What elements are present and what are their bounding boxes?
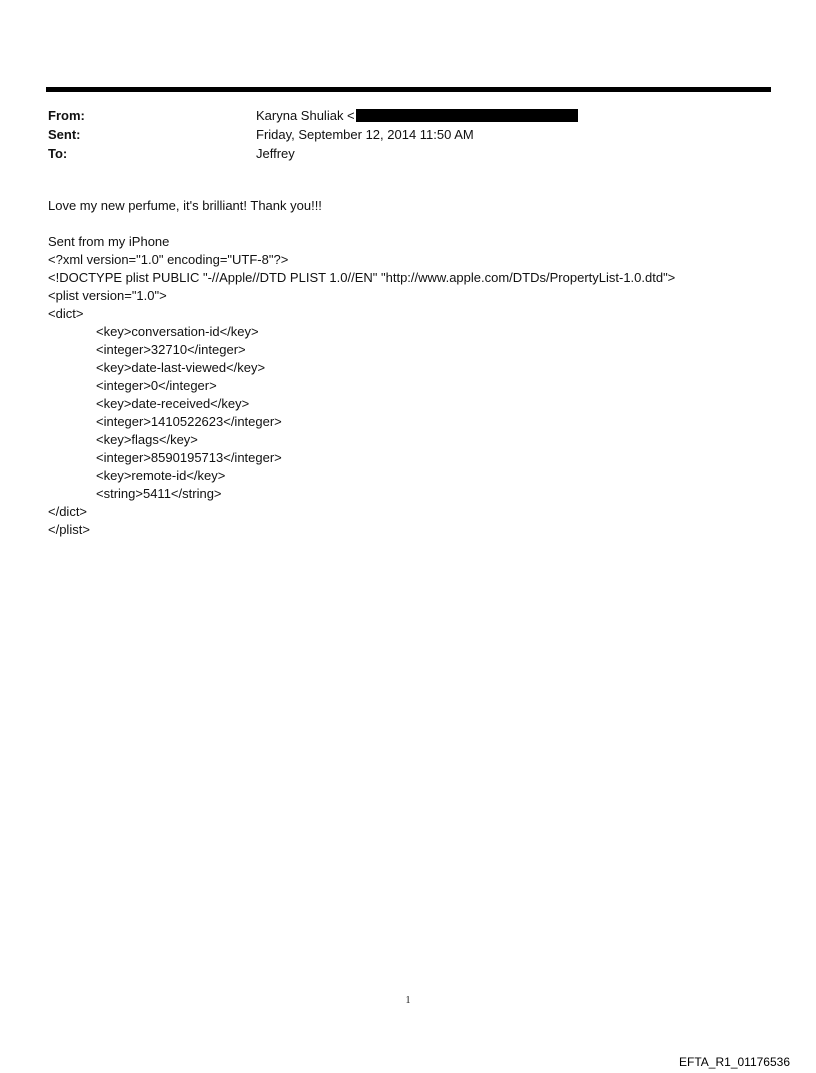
to-row xyxy=(48,144,748,163)
from-value xyxy=(256,106,578,125)
plist-open: <plist version="1.0"> xyxy=(48,288,167,303)
from-label: From: xyxy=(48,108,85,123)
doctype-line: <!DOCTYPE plist PUBLIC "-//Apple//DTD PLIST 1.0//EN" "http://www.apple.com/DTDs/PropertyList-1.0.dtd"> xyxy=(48,270,676,285)
document-id: EFTA_R1_01176536 xyxy=(679,1055,790,1069)
xml-line: <key>date-received</key> xyxy=(96,396,250,411)
sent-label: Sent: xyxy=(48,127,81,142)
message-text: Love my new perfume, it's brilliant! Thank you!!! xyxy=(48,198,322,213)
header-divider xyxy=(46,87,771,92)
email-header xyxy=(48,106,748,163)
spacer xyxy=(48,215,788,233)
dict-close: </dict> xyxy=(48,504,88,519)
sender-name: Karyna Shuliak < xyxy=(256,108,355,123)
sent-row xyxy=(48,125,748,144)
xml-line: <string>5411</string> xyxy=(96,486,222,501)
plist-close: </plist> xyxy=(48,522,90,537)
to-label: To: xyxy=(48,146,68,161)
from-row xyxy=(48,106,748,125)
xml-declaration: <?xml version="1.0" encoding="UTF-8"?> xyxy=(48,252,289,267)
redaction-bar xyxy=(356,109,578,122)
sent-value: Friday, September 12, 2014 11:50 AM xyxy=(256,127,474,142)
xml-line: <integer>32710</integer> xyxy=(96,342,246,357)
dict-open: <dict> xyxy=(48,306,84,321)
xml-line: <integer>8590195713</integer> xyxy=(96,450,282,465)
to-value: Jeffrey xyxy=(256,146,295,161)
xml-line: <key>date-last-viewed</key> xyxy=(96,360,266,375)
xml-line: <key>conversation-id</key> xyxy=(96,324,259,339)
xml-line: <key>remote-id</key> xyxy=(96,468,226,483)
xml-line: <integer>0</integer> xyxy=(96,378,217,393)
email-body xyxy=(48,197,788,539)
signature-text: Sent from my iPhone xyxy=(48,234,170,249)
page-number: 1 xyxy=(405,995,411,1006)
xml-line: <key>flags</key> xyxy=(96,432,198,447)
xml-line: <integer>1410522623</integer> xyxy=(96,414,282,429)
